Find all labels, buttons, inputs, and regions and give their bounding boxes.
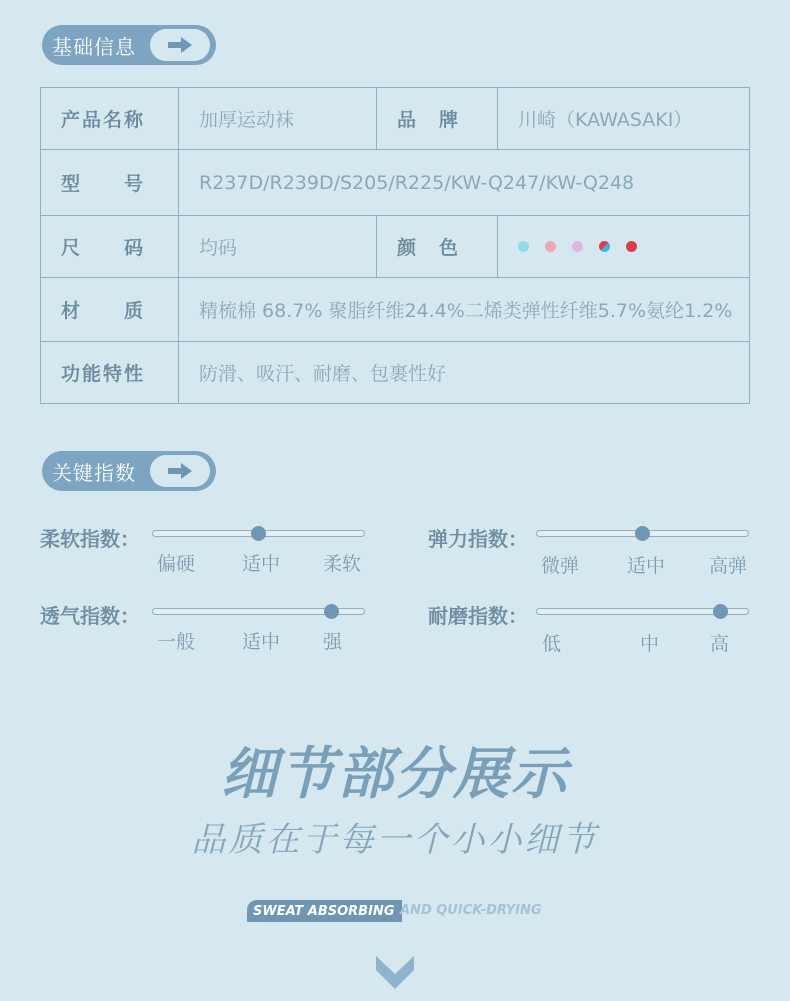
elasticity-tick-low: 微弹 xyxy=(541,555,580,577)
softness-tick-low: 偏硬 xyxy=(157,553,196,575)
softness-slider xyxy=(152,530,365,537)
product-name-label: 产品名称 xyxy=(41,88,179,150)
breathability-tick-low: 一般 xyxy=(157,631,196,653)
wear-resistance-label: 耐磨指数： xyxy=(428,604,528,628)
brand-value: 川崎（KAWASAKI） xyxy=(498,88,750,150)
softness-knob xyxy=(251,526,266,541)
detail-title: 细节部分展示 xyxy=(221,742,569,807)
function-label: 功能特性 xyxy=(41,342,179,404)
sweat-absorbing-tag: SWEAT ABSORBING xyxy=(247,900,402,922)
function-value: 防滑、吸汗、耐磨、包裹性好 xyxy=(179,342,750,404)
color-swatches xyxy=(498,216,750,278)
detail-subtitle: 品质在于每一个小小细节 xyxy=(191,820,599,860)
breathability-slider xyxy=(152,608,365,615)
color-swatch xyxy=(545,241,556,252)
model-value: R237D/R239D/S205/R225/KW-Q247/KW-Q248 xyxy=(179,150,750,216)
color-swatch xyxy=(518,241,529,252)
softness-tick-high: 柔软 xyxy=(323,553,362,575)
basic-info-title: 基础信息 xyxy=(52,34,136,59)
wear-resistance-tick-high: 高 xyxy=(710,633,730,655)
elasticity-tick-mid: 适中 xyxy=(627,555,666,577)
color-swatch xyxy=(626,241,637,252)
wear-resistance-tick-low: 低 xyxy=(542,633,562,655)
color-swatch xyxy=(572,241,583,252)
product-name-value: 加厚运动袜 xyxy=(179,88,377,150)
elasticity-knob xyxy=(635,526,650,541)
breathability-tick-mid: 适中 xyxy=(242,631,281,653)
basic-info-header xyxy=(42,25,216,65)
chevron-down-icon xyxy=(376,956,414,990)
elasticity-label: 弹力指数： xyxy=(428,527,528,551)
wear-resistance-knob xyxy=(713,604,728,619)
key-index-header xyxy=(42,451,216,491)
brand-label: 品 牌 xyxy=(377,88,498,150)
size-label: 尺 码 xyxy=(41,216,179,278)
breathability-label: 透气指数： xyxy=(40,604,140,628)
arrow-right-icon xyxy=(150,455,210,487)
key-index-title: 关键指数 xyxy=(52,460,136,485)
breathability-tick-high: 强 xyxy=(323,631,343,653)
spec-table xyxy=(40,87,750,404)
quick-drying-tag: AND QUICK-DRYING xyxy=(400,903,542,918)
material-label: 材 质 xyxy=(41,278,179,342)
color-swatch xyxy=(599,241,610,252)
softness-label: 柔软指数： xyxy=(40,527,140,551)
material-value: 精梳棉 68.7% 聚脂纤维24.4%二烯类弹性纤维5.7%氨纶1.2% xyxy=(179,278,750,342)
elasticity-slider xyxy=(536,530,749,537)
breathability-knob xyxy=(324,604,339,619)
wear-resistance-tick-mid: 中 xyxy=(640,633,660,655)
model-label: 型 号 xyxy=(41,150,179,216)
softness-tick-mid: 适中 xyxy=(242,553,281,575)
wear-resistance-slider xyxy=(536,608,749,615)
color-label: 颜 色 xyxy=(377,216,498,278)
size-value: 均码 xyxy=(179,216,377,278)
arrow-right-icon xyxy=(150,29,210,61)
elasticity-tick-high: 高弹 xyxy=(709,555,748,577)
